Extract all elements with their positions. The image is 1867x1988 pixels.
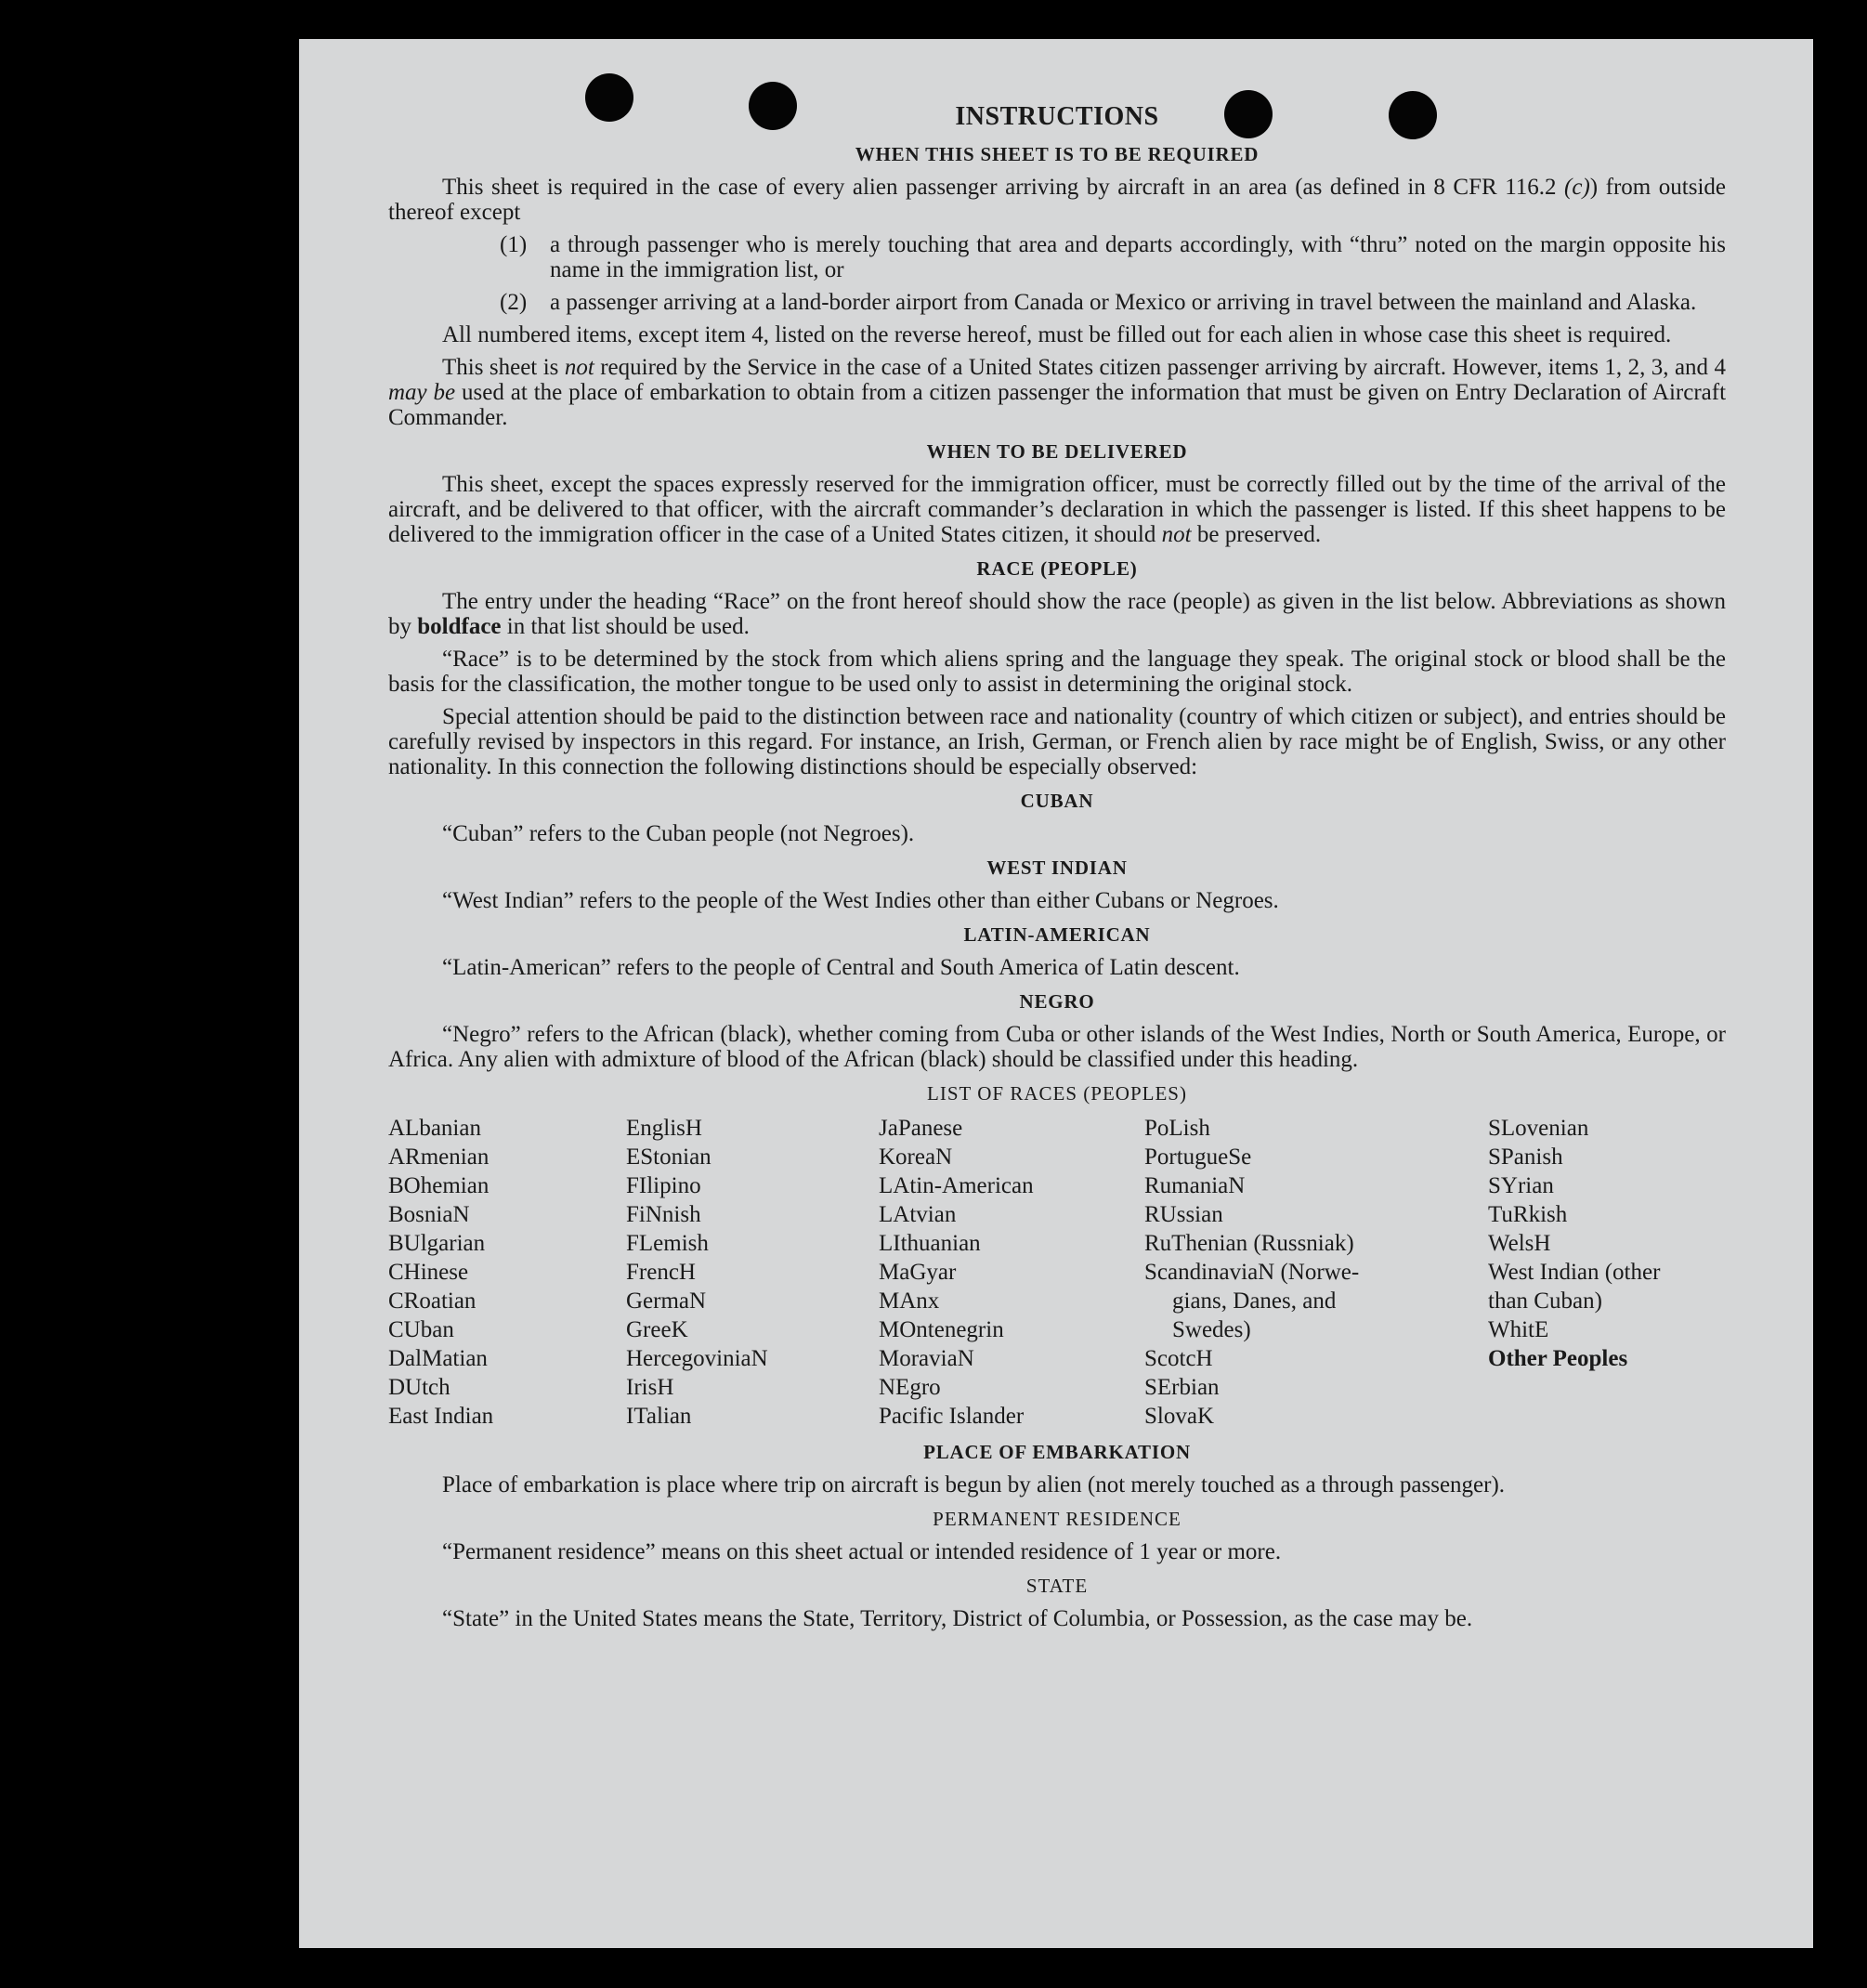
heading-state: STATE [1025,1575,1089,1597]
race-entry: EStonian [626,1144,712,1170]
race-entry: MoraviaN [879,1346,974,1371]
race-entry: CHinese [388,1260,469,1285]
page-title: INSTRUCTIONS [955,102,1159,131]
race-entry: ARmenian [388,1144,490,1170]
races-column-2 [626,1114,879,1431]
item-number: (1) [500,232,528,257]
paragraph-citizen: This sheet is not required by the Service in the case of a United States citizen passenger arriving by aircraft. However, items 1, 2, 3, and 4 may be used at the place of embarkation to obtain from a citizen passenger the information that must be given on Entry Declaration of Aircraft Commander. [388,355,1727,430]
race-entry: KoreaN [879,1144,953,1170]
document-body [388,104,1726,1639]
paragraph-race-definition: “Race” is to be determined by the stock from which aliens spring and the language they speak. The original stock or blood shall be the basis for the classification, the mother tongue to be used only to assist in determining the original stock. [388,647,1726,697]
paragraph-latin-american: “Latin-American” refers to the people of Central and South America of Latin descent. [442,955,1240,980]
paragraph-race-entry: The entry under the heading “Race” on the front hereof should show the race (people) as given in the list below. Abbreviations as shown by boldface in that list should be used. [388,589,1726,639]
race-entry: DalMatian [388,1346,488,1371]
paragraph-cuban: “Cuban” refers to the Cuban people (not Negroes). [442,821,915,846]
race-entry: Other Peoples [1488,1346,1628,1371]
race-entry: LAtin-American [879,1173,1034,1198]
race-entry: BUlgarian [388,1231,486,1256]
item-text: a passenger arriving at a land-border airport from Canada or Mexico or arriving in travel between the mainland and Alaska. [550,290,1697,315]
heading-when-required: WHEN THIS SHEET IS TO BE REQUIRED [855,143,1260,165]
heading-cuban: CUBAN [1020,790,1094,812]
race-entry: CUban [388,1317,454,1342]
paragraph-west-indian: “West Indian” refers to the people of the West Indies other than either Cubans or Negroes. [442,888,1279,913]
race-entry: SYrian [1488,1173,1554,1198]
race-entry: RUssian [1144,1202,1223,1227]
race-entry: SlovaK [1144,1404,1214,1429]
race-entry: SPanish [1488,1144,1563,1170]
race-entry: Pacific Islander [879,1404,1025,1429]
exception-item-2 [500,290,1726,315]
race-entry: BosniaN [388,1202,470,1227]
exception-item-1 [500,232,1726,282]
races-column-5 [1488,1114,1726,1431]
heading-latin-american: LATIN-AMERICAN [963,923,1151,946]
race-entry-continued: than Cuban) [1488,1288,1602,1314]
heading-race: RACE (PEOPLE) [976,557,1138,580]
race-entry: FLemish [626,1231,709,1256]
races-column-3 [879,1114,1144,1431]
race-entry: FrencH [626,1260,696,1285]
race-entry: HercegoviniaN [626,1346,768,1371]
race-entry: West Indian (other [1488,1260,1661,1285]
race-entry-continued: gians, Danes, and [1172,1288,1337,1314]
race-entry: East Indian [388,1404,494,1429]
race-entry: PoLish [1144,1116,1210,1141]
race-entry: SErbian [1144,1375,1220,1400]
race-entry: TuRkish [1488,1202,1568,1227]
race-entry: GermaN [626,1288,707,1314]
race-entry: NEgro [879,1375,941,1400]
race-entry: RumaniaN [1144,1173,1246,1198]
races-list [388,1114,1726,1431]
paragraph-embarkation: Place of embarkation is place where trip on aircraft is begun by alien (not merely touched as a through passenger). [442,1472,1506,1498]
race-entry: JaPanese [879,1116,963,1141]
paragraph-negro: “Negro” refers to the African (black), whether coming from Cuba or other islands of the West Indies, North or South America, Europe, or Africa. Any alien with admixture of blood of the African (black) should be classified under this heading. [388,1022,1726,1072]
race-entry: FIlipino [626,1173,701,1198]
race-entry: EnglisH [626,1116,702,1141]
item-number: (2) [500,290,528,315]
race-entry: ScandinaviaN (Norwe- [1144,1260,1360,1285]
heading-when-delivered: WHEN TO BE DELIVERED [926,440,1188,463]
race-entry: CRoatian [388,1288,477,1314]
race-entry: ITalian [626,1404,692,1429]
race-entry: WhitE [1488,1317,1549,1342]
race-entry: RuThenian (Russniak) [1144,1231,1354,1256]
race-entry-continued: Swedes) [1172,1317,1251,1342]
race-entry: FiNnish [626,1202,701,1227]
race-entry: ALbanian [388,1116,481,1141]
heading-permanent-residence: PERMANENT RESIDENCE [933,1508,1182,1530]
heading-place-of-embarkation: PLACE OF EMBARKATION [923,1441,1191,1463]
race-entry: LAtvian [879,1202,957,1227]
paragraph-state: “State” in the United States means the State, Territory, District of Columbia, or Possession, as the case may be. [442,1606,1473,1631]
paragraph-required-intro: This sheet is required in the case of every alien passenger arriving by aircraft in an area (as defined in 8 CFR 116.2 (c)) from outside thereof except [388,175,1726,225]
race-entry: IrisH [626,1375,674,1400]
race-entry: MAnx [879,1288,940,1314]
race-entry: MaGyar [879,1260,957,1285]
document-sheet [299,39,1813,1948]
races-column-1 [388,1114,626,1431]
race-entry: ScotcH [1144,1346,1213,1371]
race-entry: SLovenian [1488,1116,1589,1141]
race-entry: LIthuanian [879,1231,981,1256]
paragraph-race-nationality: Special attention should be paid to the distinction between race and nationality (country of which citizen or subject), and entries should be carefully revised by inspectors in this regard. For instance, an Irish, German, or French alien by race might be of English, Swiss, or any other nationality. In this connection the following distinctions should be especially observed: [388,704,1726,779]
race-entry: DUtch [388,1375,450,1400]
race-entry: BOhemian [388,1173,490,1198]
race-entry: WelsH [1488,1231,1551,1256]
paragraph-delivered: This sheet, except the spaces expressly reserved for the immigration officer, must be correctly filled out by the time of the arrival of the aircraft, and be delivered to that officer, with the aircraft commander’s declaration in which the passenger is listed. If this sheet happens to be delivered to the immigration officer in the case of a United States citizen, it should not be preserved. [388,472,1726,547]
races-column-4 [1144,1114,1488,1431]
heading-west-indian: WEST INDIAN [986,857,1128,879]
item-text: a through passenger who is merely touching that area and departs accordingly, with “thru” noted on the margin opposite his name in the immigration list, or [550,232,1726,282]
paragraph-residence: “Permanent residence” means on this sheet actual or intended residence of 1 year or more. [442,1539,1282,1564]
heading-list-of-races: LIST OF RACES (PEOPLES) [927,1082,1187,1105]
paragraph-numbered-items: All numbered items, except item 4, listed on the reverse hereof, must be filled out for each alien in whose case this sheet is required. [442,322,1672,347]
race-entry: GreeK [626,1317,688,1342]
race-entry: MOntenegrin [879,1317,1004,1342]
race-entry: PortugueSe [1144,1144,1252,1170]
heading-negro: NEGRO [1019,990,1095,1013]
